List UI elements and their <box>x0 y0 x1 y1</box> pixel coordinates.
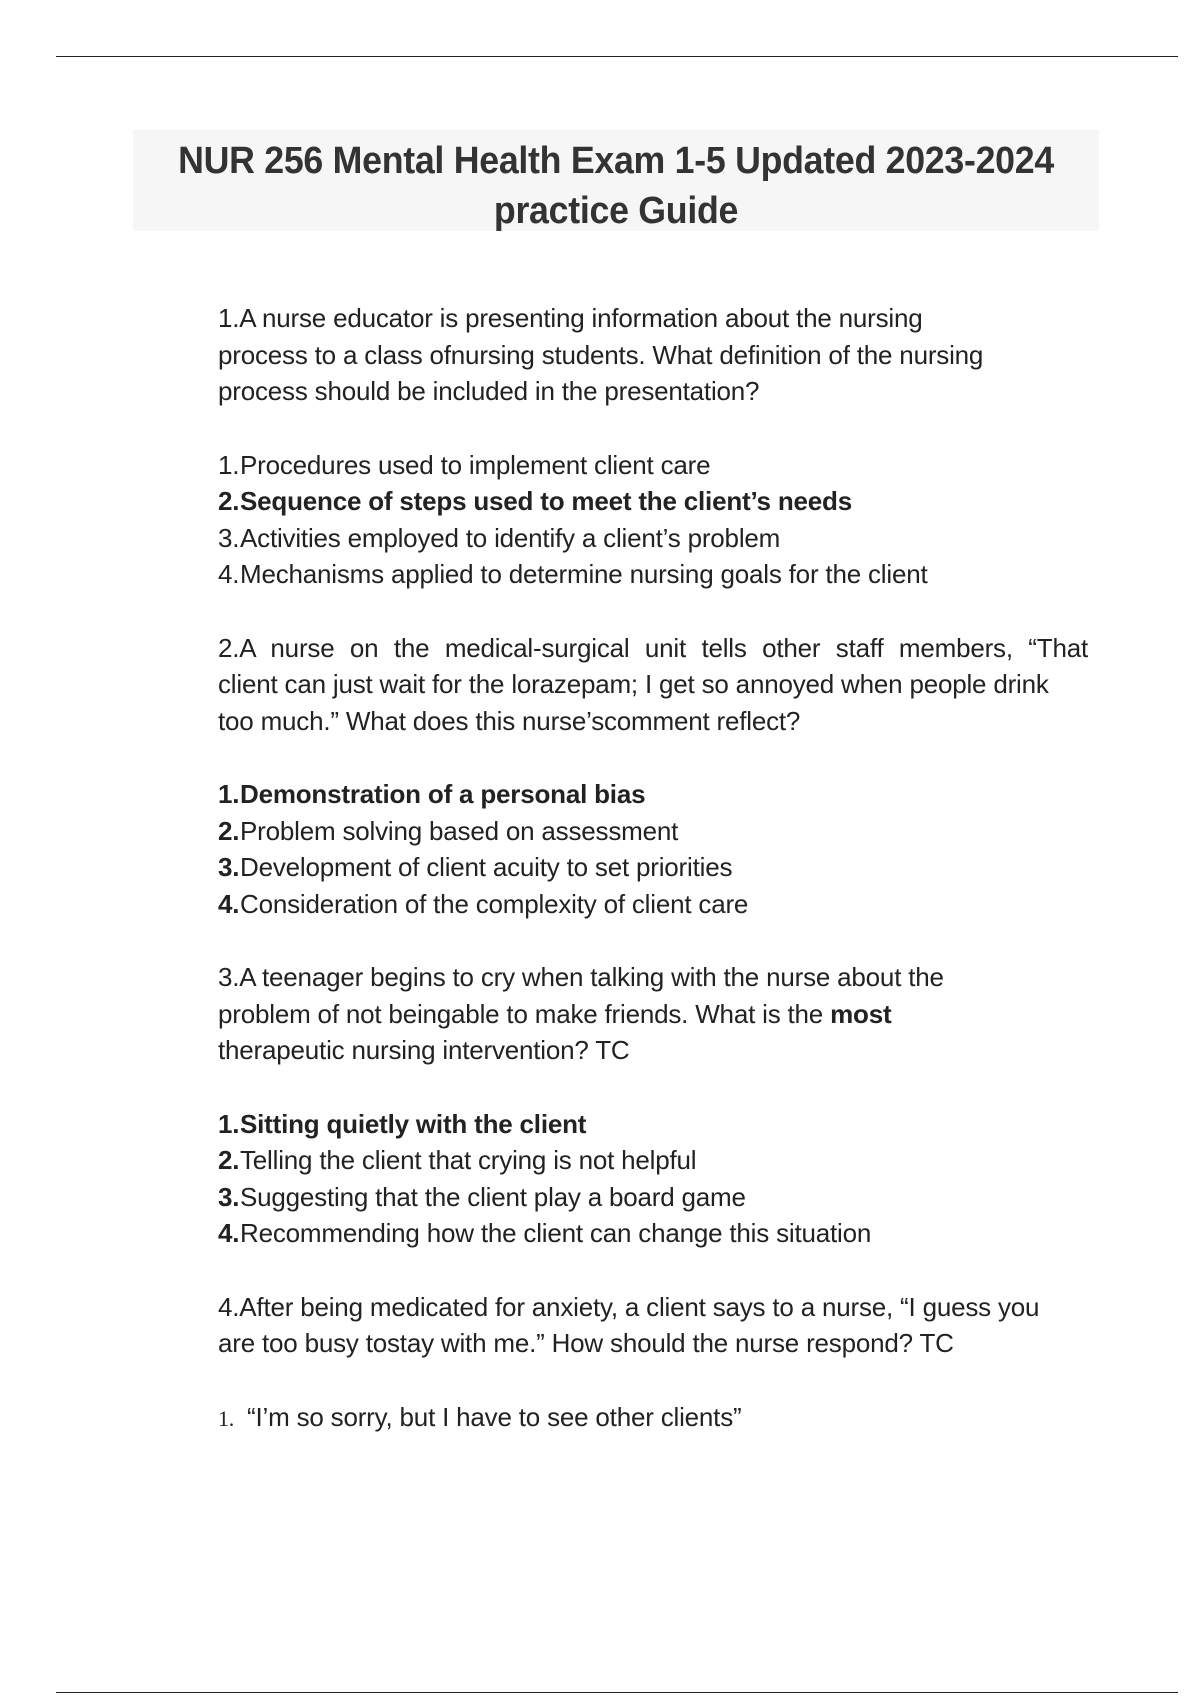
top-rule <box>56 56 1178 57</box>
option-1: 1.Procedures used to implement client care <box>218 449 711 480</box>
question-4-stem <box>218 1289 1088 1362</box>
question-2-options <box>218 776 1088 922</box>
stem-line: are too busy tostay with me.” How should the nurse respond? TC <box>218 1328 954 1358</box>
option-2: 2.Telling the client that crying is not helpful <box>218 1145 697 1175</box>
option-3: 3.Activities employed to identify a client’s problem <box>218 522 781 553</box>
option-3: 3.Suggesting that the client play a board game <box>218 1181 746 1212</box>
question-3 <box>218 959 1088 1252</box>
option-1-correct: 1.Demonstration of a personal bias <box>218 779 646 809</box>
bottom-rule <box>56 1692 1178 1693</box>
stem-line: too much.” What does this nurse’scomment reflect? <box>218 705 801 736</box>
stem-line: 3.A teenager begins to cry when talking with the nurse about the <box>218 962 944 992</box>
question-4-options <box>218 1399 1088 1438</box>
question-1 <box>218 300 1088 593</box>
option-1: 1. “I’m so sorry, but I have to see other clients” <box>218 1401 742 1432</box>
question-1-options <box>218 447 1088 593</box>
title-line-2: practice Guide <box>493 190 739 232</box>
title-line-1: NUR 256 Mental Health Exam 1-5 Updated 2023-2024 <box>178 140 1054 182</box>
question-1-stem <box>218 300 1088 410</box>
emphasis-most: most <box>830 998 892 1029</box>
stem-line: 4.After being medicated for anxiety, a client says to a nurse, “I guess you <box>218 1291 1040 1322</box>
question-2 <box>218 630 1088 923</box>
option-1-correct: 1.Sitting quietly with the client <box>218 1108 587 1139</box>
option-3: 3.Development of client acuity to set priorities <box>218 852 733 882</box>
document-body <box>218 300 1088 1474</box>
stem-line: 1.A nurse educator is presenting information about the nursing <box>218 303 923 333</box>
option-2: 2.Problem solving based on assessment <box>218 815 679 846</box>
stem-line: client can just wait for the lorazepam; I get so annoyed when people drink <box>218 669 1049 699</box>
stem-line: 2.A nurse on the medical-surgical unit tells other staff members, “That <box>218 632 1088 663</box>
stem-line: problem of not beingable to make friends. What is the <box>218 998 831 1029</box>
question-2-stem <box>218 630 1088 740</box>
option-4: 4.Mechanisms applied to determine nursing goals for the client <box>218 559 928 589</box>
option-4: 4.Consideration of the complexity of client care <box>218 888 749 919</box>
stem-line: process should be included in the presentation? <box>218 376 760 406</box>
stem-line: therapeutic nursing intervention? TC <box>218 1035 630 1065</box>
document-title <box>133 130 1099 231</box>
stem-line: process to a class ofnursing students. What definition of the nursing <box>218 339 984 370</box>
option-2-correct: 2.Sequence of steps used to meet the client’s needs <box>218 486 852 516</box>
option-4: 4.Recommending how the client can change this situation <box>218 1218 872 1248</box>
question-4 <box>218 1289 1088 1438</box>
question-3-options <box>218 1106 1088 1252</box>
question-3-stem <box>218 959 1088 1069</box>
